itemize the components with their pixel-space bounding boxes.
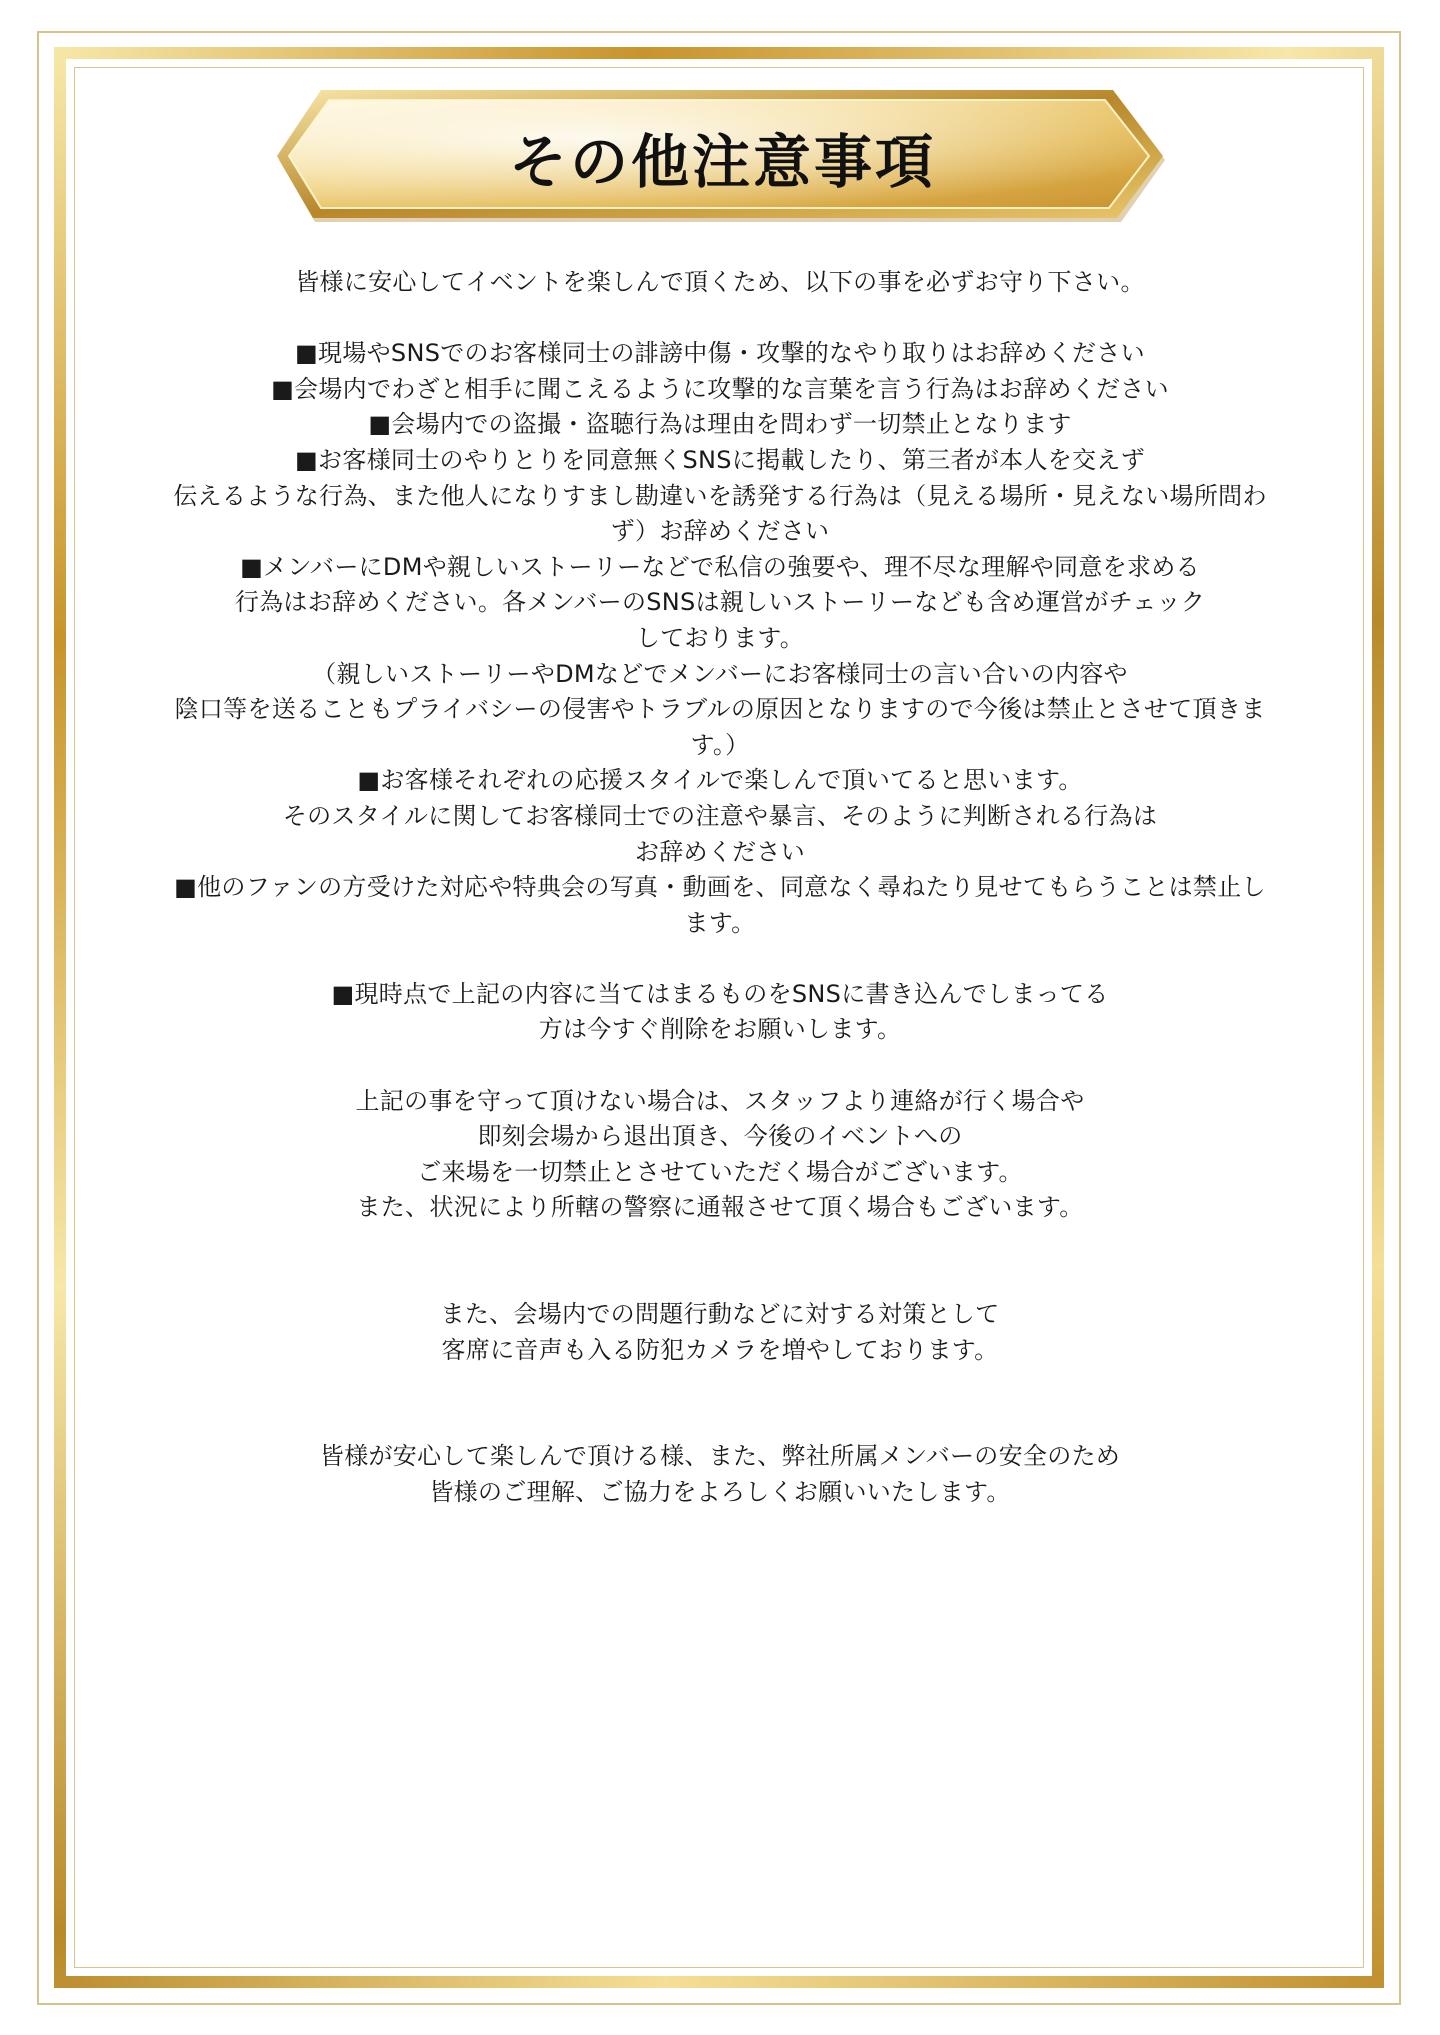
camera-notice — [140, 1297, 1300, 1368]
consequence-line: ご来場を一切禁止とさせていただく場合がございます。 — [417, 1157, 1023, 1186]
rule-line: ■お客様同士のやりとりを同意無くSNSに掲載したり、第三者が本人を交えず — [295, 445, 1145, 474]
rule-line: そのスタイルに関してお客様同士での注意や暴言、そのように判断される行為は — [282, 801, 1158, 830]
closing-line: 皆様のご理解、ご協力をよろしくお願いいたします。 — [429, 1477, 1011, 1506]
consequences — [140, 1084, 1300, 1226]
rule-line: お辞めください — [634, 837, 806, 866]
rule-line: ■お客様それぞれの応援スタイルで楽しんで頂いてると思います。 — [357, 766, 1083, 795]
delete-request-line: 方は今すぐ削除をお願いします。 — [538, 1015, 902, 1044]
notice-body — [140, 265, 1300, 1510]
rule-line: ■他のファンの方受けた対応や特典会の写真・動画を、同意なく尋ねたり見せてもらうことは禁止し — [174, 873, 1266, 902]
rule-line: ■会場内での盗撮・盗聴行為は理由を問わず一切禁止となります — [368, 410, 1072, 439]
closing-line: 皆様が安心して楽しんで頂ける様、また、弊社所属メンバーの安全のため — [319, 1442, 1121, 1471]
camera-line: また、会場内での問題行動などに対する対策として — [440, 1300, 1000, 1329]
rule-line: （親しいストーリーやDMなどでメンバーにお客様同士の言い合いの内容や — [312, 659, 1128, 688]
rule-line: ■会場内でわざと相手に聞こえるように攻撃的な言葉を言う行為はお辞めください — [271, 374, 1169, 403]
rule-line: ■現場やSNSでのお客様同士の誹謗中傷・攻撃的なやり取りはお辞めください — [295, 339, 1145, 368]
rule-line: 伝えるような行為、また他人になりすまし勘違いを誘発する行為は（見える場所・見えない場所問わ — [173, 481, 1267, 510]
delete-request — [140, 977, 1300, 1048]
consequence-line: また、状況により所轄の警察に通報させて頂く場合もございます。 — [356, 1193, 1084, 1222]
consequence-line: 上記の事を守って頂けない場合は、スタッフより連絡が行く場合や — [355, 1086, 1085, 1115]
page-title: その他注意事項 — [508, 128, 936, 196]
rule-line: ます。 — [684, 908, 756, 937]
title-banner — [275, 88, 1170, 226]
camera-line: 客席に音声も入る防犯カメラを増やしております。 — [441, 1335, 999, 1364]
rule-line: 行為はお辞めください。各メンバーのSNSは親しいストーリーなども含め運営がチェック — [234, 588, 1206, 617]
rule-line: ■メンバーにDMや親しいストーリーなどで私信の強要や、理不尽な理解や同意を求める — [240, 552, 1200, 581]
delete-request-line: ■現時点で上記の内容に当てはまるものをSNSに書き込んでしまってる — [331, 979, 1109, 1008]
rule-line: しております。 — [635, 623, 805, 652]
rule-line: ず）お辞めください — [610, 517, 830, 546]
rule-line: 陰口等を送ることもプライバシーの侵害やトラブルの原因となりますので今後は禁止とさせて頂きま — [174, 695, 1266, 724]
consequence-line: 即刻会場から退出頂き、今後のイベントへの — [477, 1122, 963, 1151]
rules-list — [140, 336, 1300, 941]
closing-message — [140, 1439, 1300, 1510]
intro-text: 皆様に安心してイベントを楽しんで頂くため、以下の事を必ずお守り下さい。 — [295, 268, 1145, 296]
rule-line: す。） — [690, 730, 750, 759]
